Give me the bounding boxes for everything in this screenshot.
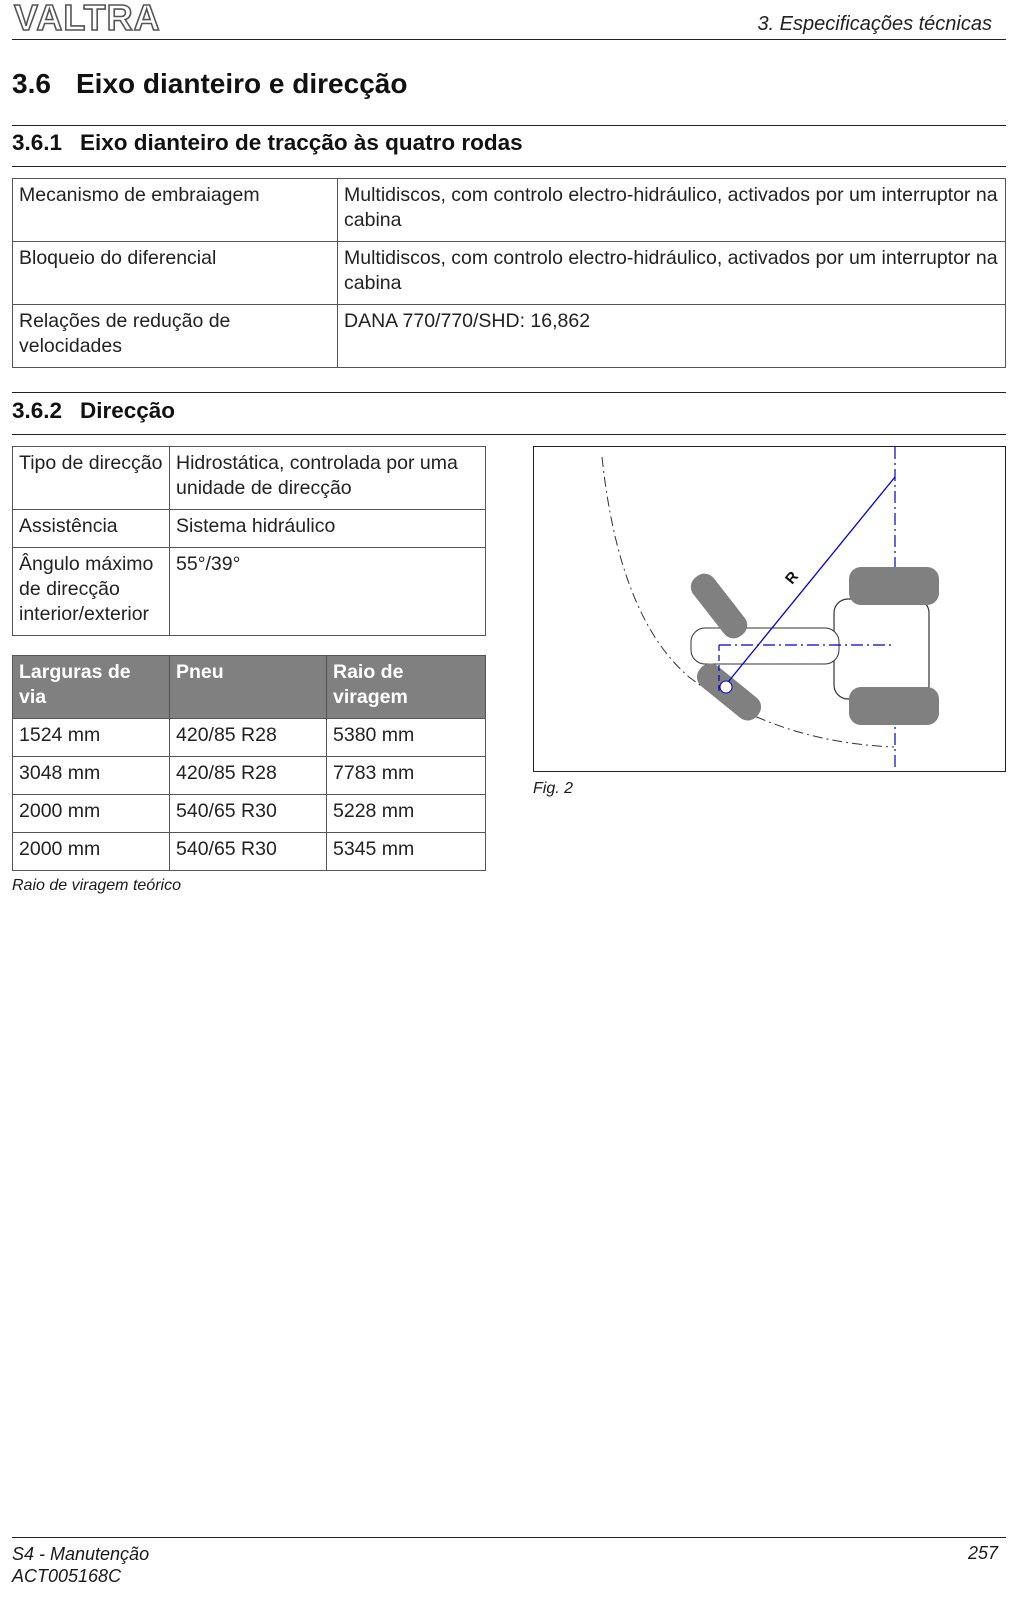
table-row (13, 548, 486, 636)
footer-manual: S4 - Manutenção (12, 1544, 150, 1564)
section-number: 3.6 (12, 68, 51, 99)
column-header: Larguras de via (13, 656, 170, 719)
chapter-title: 3. Especificações técnicas (757, 13, 992, 35)
footer-left (12, 1543, 149, 1587)
subsection-title-text: Eixo dianteiro de tracção às quatro rodas (80, 130, 523, 155)
page-number: 257 (967, 1543, 998, 1563)
tractor-front-hood (691, 628, 839, 664)
table-cell: 2000 mm (13, 795, 170, 833)
table-row (13, 510, 486, 548)
table-row (13, 242, 1006, 305)
subsection-number: 3.6.1 (12, 130, 63, 155)
spec-label: Relações de redução de velocidades (13, 305, 338, 368)
table-row (13, 795, 486, 833)
subsection-title-text: Direcção (80, 398, 176, 423)
spec-label: Assistência (13, 510, 170, 548)
turning-radius-table (12, 655, 486, 871)
turning-radius-figure (533, 446, 1006, 772)
rear-wheel-lower (849, 687, 939, 725)
subsection-rule-bottom (12, 434, 1006, 435)
footer-code: ACT005168C (12, 1566, 122, 1586)
figure-caption: Fig. 2 (533, 780, 574, 797)
subsection-rule-top (12, 125, 1006, 126)
table-cell: 540/65 R30 (170, 795, 327, 833)
subsection-title (12, 130, 523, 156)
section-title (12, 68, 407, 100)
table-cell: 5380 mm (327, 719, 486, 757)
table-caption: Raio de viragem teórico (12, 877, 181, 894)
spec-value: 55°/39° (170, 548, 486, 636)
spec-value: Sistema hidráulico (170, 510, 486, 548)
subsection-title (12, 398, 175, 424)
table-cell: 2000 mm (13, 833, 170, 871)
front-axle-spec-table (12, 178, 1006, 368)
subsection-number: 3.6.2 (12, 398, 63, 423)
spec-label: Ângulo máximo de direcção interior/exterior (13, 548, 170, 636)
table-row (13, 179, 1006, 242)
spec-value: Hidrostática, controlada por uma unidade de direcção (170, 447, 486, 510)
svg-text:VALTRA: VALTRA (14, 0, 161, 34)
table-row (13, 833, 486, 871)
spec-label: Tipo de direcção (13, 447, 170, 510)
spec-label: Bloqueio do diferencial (13, 242, 338, 305)
table-header-row (13, 656, 486, 719)
tractor-rear-body (834, 599, 929, 699)
spec-value: Multidiscos, com controlo electro-hidráulico, activados por um interruptor na cabina (338, 179, 1006, 242)
table-cell: 540/65 R30 (170, 833, 327, 871)
table-cell: 7783 mm (327, 757, 486, 795)
spec-label: Mecanismo de embraiagem (13, 179, 338, 242)
spec-value: DANA 770/770/SHD: 16,862 (338, 305, 1006, 368)
section-title-text: Eixo dianteiro e direcção (76, 68, 408, 99)
table-cell: 420/85 R28 (170, 757, 327, 795)
spec-value: Multidiscos, com controlo electro-hidráulico, activados por um interruptor na cabina (338, 242, 1006, 305)
table-row (13, 757, 486, 795)
table-row (13, 719, 486, 757)
table-cell: 5345 mm (327, 833, 486, 871)
pivot-point (720, 681, 732, 693)
subsection-rule-bottom (12, 166, 1006, 167)
table-cell: 420/85 R28 (170, 719, 327, 757)
rear-wheel-upper (849, 567, 939, 605)
column-header: Pneu (170, 656, 327, 719)
subsection-rule-top (12, 392, 1006, 393)
steering-spec-table (12, 446, 486, 636)
radius-label: R (782, 568, 803, 588)
table-cell: 1524 mm (13, 719, 170, 757)
table-row (13, 447, 486, 510)
turning-radius-diagram (534, 447, 1005, 771)
footer-rule (12, 1537, 1006, 1538)
table-row (13, 305, 1006, 368)
table-cell: 5228 mm (327, 795, 486, 833)
table-cell: 3048 mm (13, 757, 170, 795)
header-rule (12, 39, 1006, 40)
valtra-logo (12, 0, 177, 34)
column-header: Raio de viragem (327, 656, 486, 719)
